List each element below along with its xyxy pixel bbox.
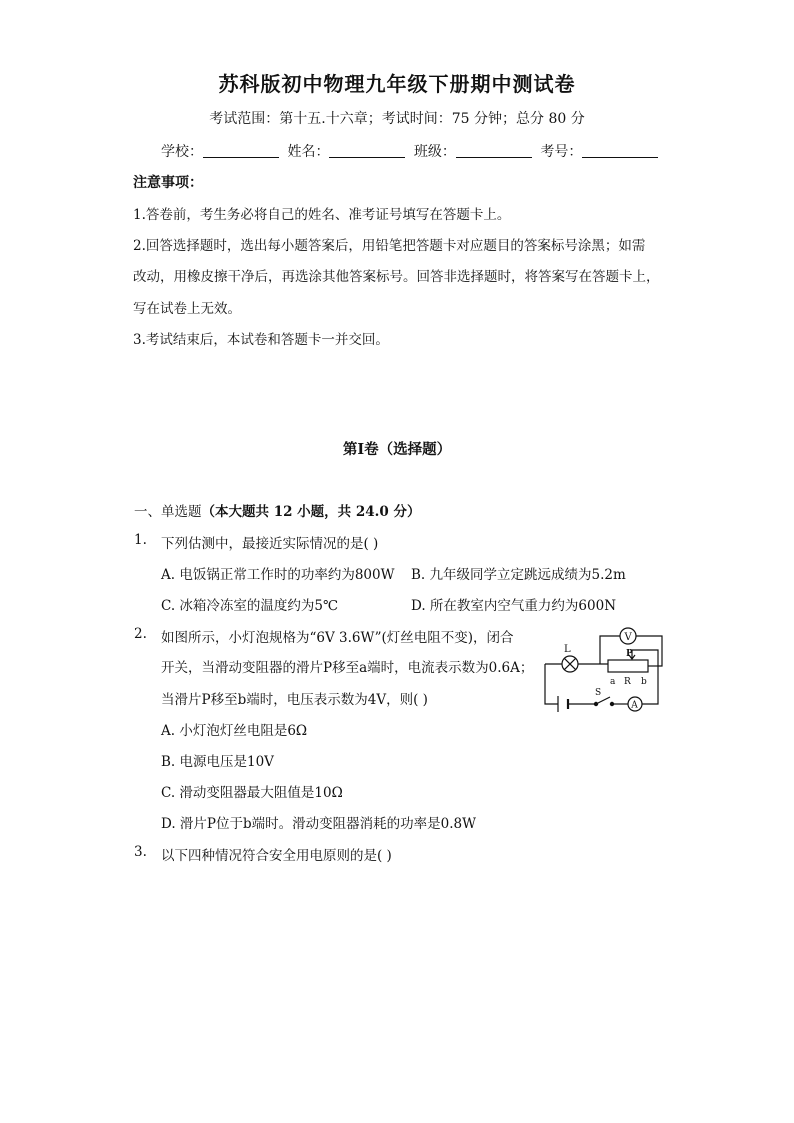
q1-option-a[interactable]: A. 电饭锅正常工作时的功率约为800W (161, 567, 395, 583)
class-label: 班级： (413, 144, 456, 160)
wire-left (545, 664, 558, 704)
question-1-number: 1. (134, 532, 147, 548)
question-2-number: 2. (134, 626, 147, 642)
slider-label: P (626, 649, 633, 659)
school-field[interactable] (203, 143, 279, 158)
q2-option-d[interactable]: D. 滑片P位于b端时。滑动变阻器消耗的功率是0.8W (161, 816, 476, 832)
exam-number-label: 考号： (540, 144, 583, 160)
notice-line-4: 写在试卷上无效。 (133, 301, 241, 317)
q2-option-b[interactable]: B. 电源电压是10V (161, 754, 274, 770)
page-title: 苏科版初中物理九年级下册期中测试卷 (218, 72, 576, 96)
resistor-label: R (624, 677, 631, 687)
section-prefix: 一、单选题 (134, 504, 202, 520)
notice-line-1: 1.答卷前，考生务必将自己的姓名、准考证号填写在答题卡上。 (133, 207, 511, 223)
question-3-text: 以下四种情况符合安全用电原则的是( ) (161, 848, 392, 864)
exam-scope-line: 考试范围：第十五.十六章；考试时间：75 分钟；总分 80 分 (209, 111, 585, 127)
notice-heading: 注意事项： (133, 175, 203, 191)
question-3-number: 3. (134, 844, 147, 860)
class-field[interactable] (456, 143, 532, 158)
resistor-symbol (608, 660, 648, 672)
name-field[interactable] (329, 143, 405, 158)
q2-option-a[interactable]: A. 小灯泡灯丝电阻是6Ω (161, 723, 308, 739)
circuit-diagram (540, 626, 666, 718)
student-info-row (161, 141, 662, 161)
q2-option-c[interactable]: C. 滑动变阻器最大阻值是10Ω (161, 785, 343, 801)
notice-line-5: 3.考试结束后，本试卷和答题卡一并交回。 (133, 332, 389, 348)
voltmeter-label: V (624, 632, 632, 643)
ammeter-label: A (631, 700, 638, 711)
q1-option-d[interactable]: D. 所在教室内空气重力约为600N (411, 598, 617, 614)
question-2-line-2: 开关，当滑动变阻器的滑片P移至a端时，电流表示数为0.6A； (161, 660, 534, 676)
switch-contact (610, 702, 613, 705)
wire-slider (632, 650, 658, 666)
question-1-text: 下列估测中，最接近实际情况的是( ) (161, 536, 379, 552)
notice-line-2: 2.回答选择题时，选出每小题答案后，用铅笔把答题卡对应题目的答案标号涂黑；如需 (133, 238, 646, 254)
part-title: 第Ⅰ卷（选择题） (342, 441, 452, 458)
question-2-line-1: 如图所示，小灯泡规格为“6V 3.6W”(灯丝电阻不变)，闭合 (161, 630, 514, 646)
name-label: 姓名： (287, 144, 330, 160)
section-detail: （本大题共 12 小题，共 24.0 分） (201, 504, 421, 520)
end-a-label: a (610, 677, 616, 687)
end-b-label: b (641, 677, 647, 687)
school-label: 学校： (161, 144, 203, 160)
lamp-cross-icon (564, 658, 575, 669)
lamp-label: L (564, 644, 571, 655)
question-2-line-3: 当滑片P移至b端时，电压表示数为4V，则( ) (161, 692, 428, 708)
switch-lever (596, 697, 610, 704)
switch-label: S (595, 688, 602, 698)
q1-option-b[interactable]: B. 九年级同学立定跳远成绩为5.2m (411, 567, 626, 583)
section-heading (134, 500, 420, 520)
notice-line-3: 改动，用橡皮擦干净后，再选涂其他答案标号。回答非选择题时，将答案写在答题卡上， (133, 269, 660, 285)
exam-number-field[interactable] (582, 143, 658, 158)
q1-option-c[interactable]: C. 冰箱冷冻室的温度约为5℃ (161, 598, 339, 614)
